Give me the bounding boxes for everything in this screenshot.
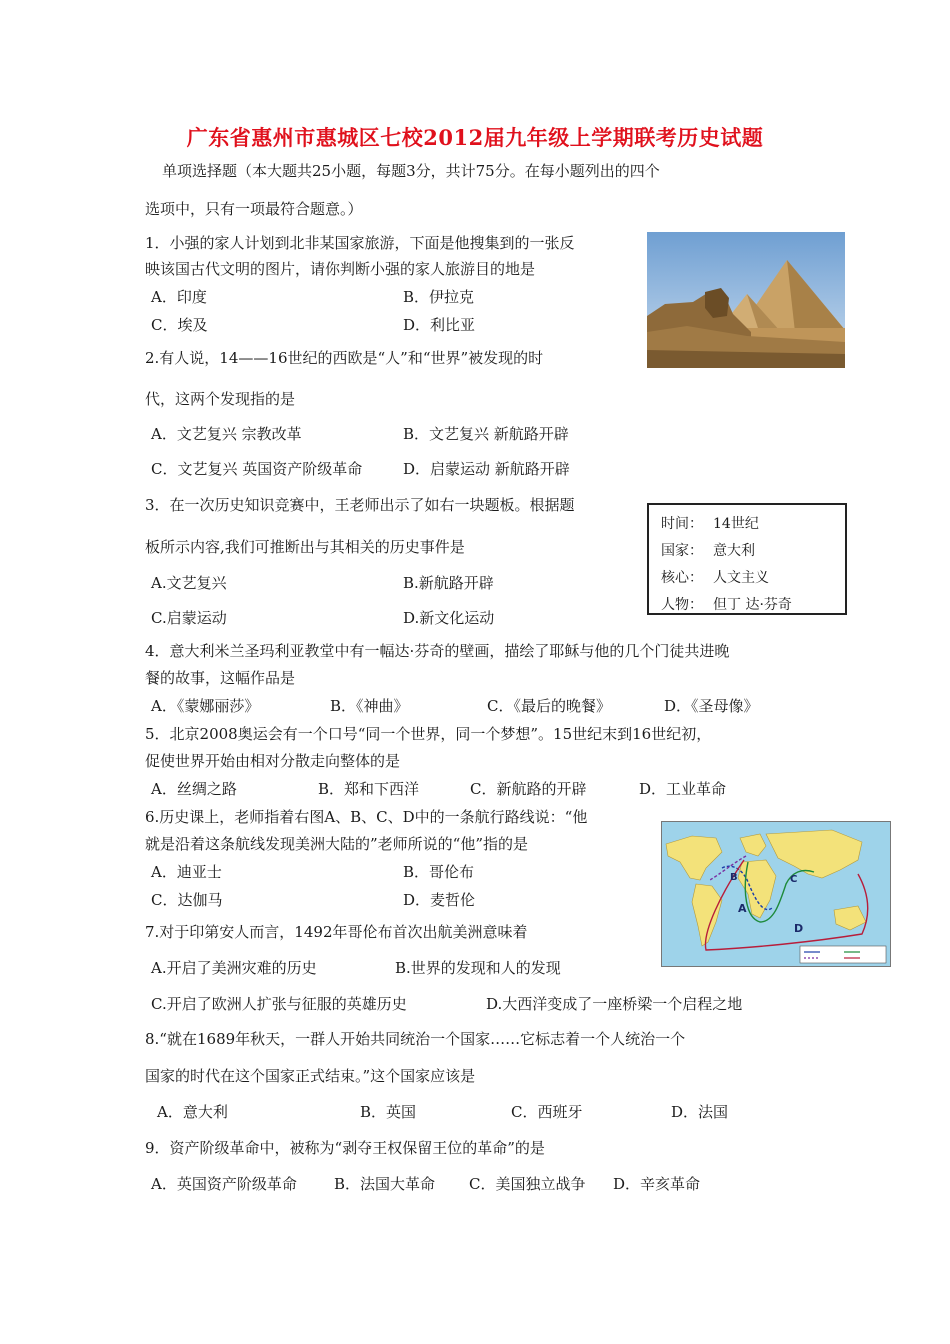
question-board xyxy=(647,503,847,615)
q2-option-b: B．文艺复兴 新航路开辟 xyxy=(403,425,569,443)
q5-option-d: D．工业革命 xyxy=(639,780,727,798)
q3-stem-1: 3．在一次历史知识竞赛中，王老师出示了如右一块题板。根据题 xyxy=(145,496,575,514)
q9-option-c: C．美国独立战争 xyxy=(469,1175,586,1193)
q1-option-d: D．利比亚 xyxy=(403,316,476,334)
q6-stem-1: 6.历史课上，老师指着右图A、B、C、D中的一条航行路线说：“他 xyxy=(145,808,588,826)
q2-option-d: D．启蒙运动 新航路开辟 xyxy=(403,460,570,478)
map-label-b: B xyxy=(730,872,738,883)
q8-stem-1: 8.“就在1689年秋天，一群人开始共同统治一个国家……它标志着一个人统治一个 xyxy=(145,1030,686,1048)
q5-option-c: C．新航路的开辟 xyxy=(470,780,587,798)
q4-stem-2: 餐的故事，这幅作品是 xyxy=(145,669,296,687)
q4-stem-1: 4．意大利米兰圣玛利亚教堂中有一幅达·芬奇的壁画，描绘了耶稣与他的几个门徒共进晚 xyxy=(145,642,730,660)
q6-option-c: C．达伽马 xyxy=(151,891,223,909)
board-row-core xyxy=(661,565,845,592)
q6-stem-2: 就是沿着这条航线发现美洲大陆的”老师所说的“他”指的是 xyxy=(145,835,529,853)
board-value: 意大利 xyxy=(713,543,755,559)
q1-option-b: B．伊拉克 xyxy=(403,288,475,306)
q2-option-a: A．文艺复兴 宗教改革 xyxy=(151,425,302,443)
q3-option-a: A.文艺复兴 xyxy=(151,574,227,592)
q1-option-c: C．埃及 xyxy=(151,316,208,334)
q7-option-d: D.大西洋变成了一座桥梁一个启程之地 xyxy=(486,995,743,1013)
q7-stem-1: 7.对于印第安人而言，1492年哥伦布首次出航美洲意味着 xyxy=(145,923,528,941)
page-title: 广东省惠州市惠城区七校2012届九年级上学期联考历史试题 xyxy=(186,125,764,150)
q9-stem-1: 9．资产阶级革命中，被称为“剥夺王权保留王位的革命”的是 xyxy=(145,1139,545,1157)
q4-option-b: B．《神曲》 xyxy=(330,697,409,715)
q8-option-b: B．英国 xyxy=(360,1103,417,1121)
q5-stem-2: 促使世界开始由相对分散走向整体的是 xyxy=(145,752,401,770)
q8-option-c: C．西班牙 xyxy=(511,1103,583,1121)
board-label: 核心： xyxy=(661,570,703,586)
q8-option-a: A．意大利 xyxy=(157,1103,228,1121)
q5-stem-1: 5．北京2008奥运会有一个口号“同一个世界，同一个梦想”。15世纪末到16世纪初， xyxy=(145,725,712,743)
board-row-people xyxy=(661,592,845,619)
pyramid-sphinx-photo xyxy=(647,232,845,368)
q4-option-d: D．《圣母像》 xyxy=(664,697,759,715)
q1-stem-2: 映该国古代文明的图片，请你判断小强的家人旅游目的地是 xyxy=(145,260,536,278)
q6-option-b: B．哥伦布 xyxy=(403,863,475,881)
q2-stem-1: 2.有人说，14——16世纪的西欧是“人”和“世界”被发现的时 xyxy=(145,349,544,367)
q6-option-d: D．麦哲伦 xyxy=(403,891,476,909)
q4-option-a: A．《蒙娜丽莎》 xyxy=(151,697,260,715)
q3-option-c: C.启蒙运动 xyxy=(151,609,227,627)
q6-option-a: A．迪亚士 xyxy=(151,863,222,881)
board-label: 国家： xyxy=(661,543,703,559)
board-row-country xyxy=(661,538,845,565)
board-value: 人文主义 xyxy=(713,570,769,586)
q2-option-c: C．文艺复兴 英国资产阶级革命 xyxy=(151,460,363,478)
q7-option-c: C.开启了欧洲人扩张与征服的英雄历史 xyxy=(151,995,407,1013)
map-label-c: C xyxy=(790,874,798,885)
q5-option-b: B．郑和下西洋 xyxy=(318,780,420,798)
q1-stem-1: 1．小强的家人计划到北非某国家旅游，下面是他搜集到的一张反 xyxy=(145,234,575,252)
q7-option-b: B.世界的发现和人的发现 xyxy=(395,959,561,977)
q3-option-b: B.新航路开辟 xyxy=(403,574,494,592)
board-label: 时间： xyxy=(661,516,703,532)
q8-stem-2: 国家的时代在这个国家正式结束。”这个国家应该是 xyxy=(145,1067,476,1085)
board-row-time xyxy=(661,511,845,538)
q3-option-d: D.新文化运动 xyxy=(403,609,495,627)
map-label-d: D xyxy=(794,922,804,935)
q2-stem-2: 代，这两个发现指的是 xyxy=(145,390,296,408)
q9-option-b: B．法国大革命 xyxy=(334,1175,436,1193)
q8-option-d: D．法国 xyxy=(671,1103,729,1121)
q5-option-a: A．丝绸之路 xyxy=(151,780,237,798)
q4-option-c: C．《最后的晚餐》 xyxy=(487,697,611,715)
intro-line-1: 单项选择题（本大题共25小题，每题3分，共计75分。在每小题列出的四个 xyxy=(162,162,660,180)
q1-option-a: A．印度 xyxy=(151,288,207,306)
intro-line-2: 选项中，只有一项最符合题意。） xyxy=(145,200,363,218)
q7-option-a: A.开启了美洲灾难的历史 xyxy=(151,959,317,977)
world-voyage-map xyxy=(661,821,891,967)
map-label-a: A xyxy=(738,902,747,915)
board-value: 但丁 达·芬奇 xyxy=(713,597,792,613)
q9-option-d: D．辛亥革命 xyxy=(613,1175,701,1193)
q9-option-a: A．英国资产阶级革命 xyxy=(151,1175,297,1193)
board-value: 14世纪 xyxy=(713,516,759,532)
board-label: 人物： xyxy=(661,597,703,613)
q3-stem-2: 板所示内容,我们可推断出与其相关的历史事件是 xyxy=(145,538,465,556)
